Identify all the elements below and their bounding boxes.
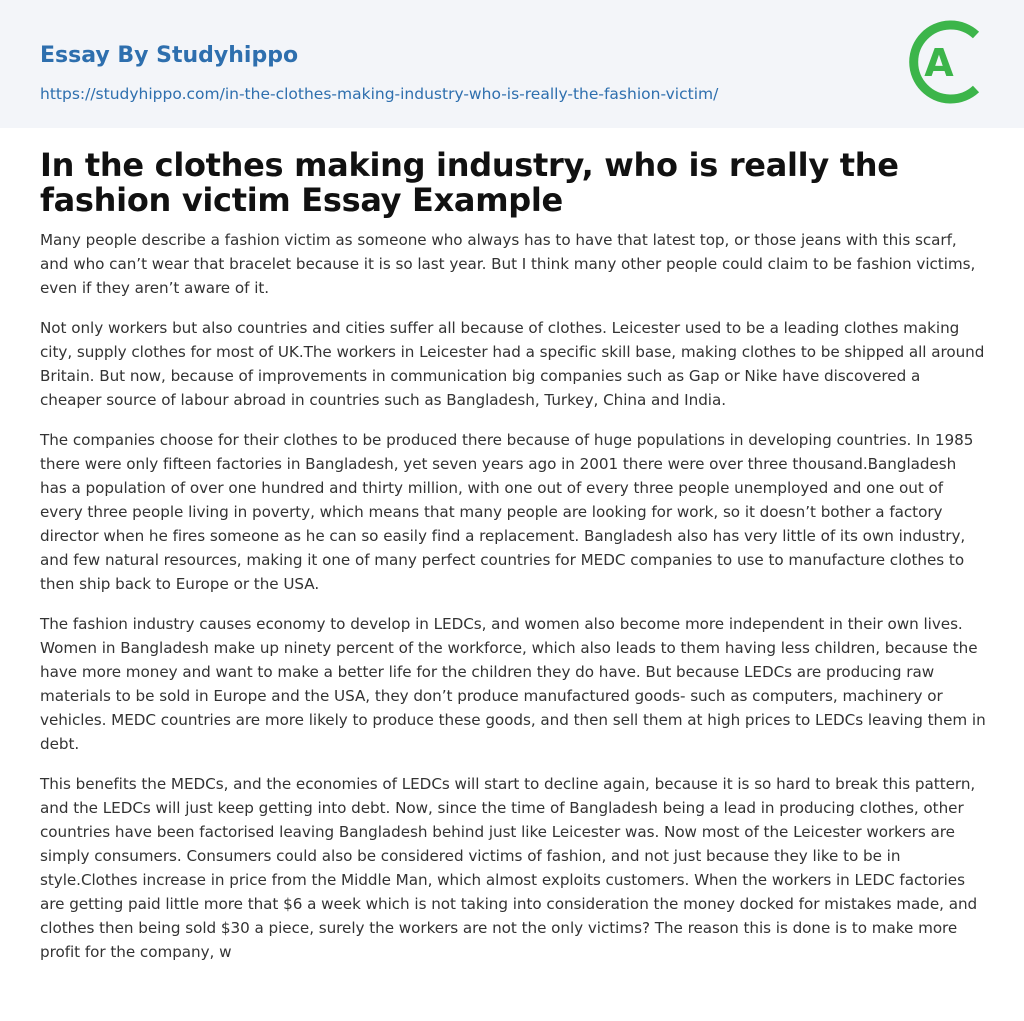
studyhippo-logo-icon[interactable] (908, 18, 990, 106)
article-paragraph: Not only workers but also countries and cities suffer all because of clothes. Leicester used to be a leading clothes making city, supply clothes for most of UK.The workers in Leicester had a specific skill base, making clothes to be shipped all around Britain. But now, because of improvements in communication big companies such as Gap or Nike have discovered a cheaper source of labour abroad in countries such as Bangladesh, Turkey, China and India. (40, 319, 985, 409)
brand-title[interactable]: Essay By Studyhippo (40, 43, 299, 68)
article (40, 148, 986, 980)
logo-letter: A (924, 41, 954, 85)
source-url-link[interactable]: https://studyhippo.com/in-the-clothes-making-industry-who-is-really-the-fashion-victim/ (40, 85, 719, 103)
site-header (0, 0, 1024, 128)
page-title: In the clothes making industry, who is really the fashion victim Essay Example (40, 146, 899, 219)
article-paragraph: This benefits the MEDCs, and the economies of LEDCs will start to decline again, because it is so hard to break this pattern, and the LEDCs will just keep getting into debt. Now, since the time of Bangladesh being a lead in producing clothes, other countries have been factorised leaving Bangladesh behind just like Leicester was. Now most of the Leicester workers are simply consumers. Consumers could also be considered victims of fashion, and not just because they like to be in style.Clothes increase in price from the Middle Man, which almost exploits customers. When the workers in LEDC factories are getting paid little more that $6 a week which is not taking into consideration the money docked for mistakes made, and clothes then being sold $30 a piece, surely the workers are not the only victims? The reason this is done is to make more profit for the company, w (40, 775, 978, 961)
article-paragraph: The companies choose for their clothes to be produced there because of huge populations in developing countries. In 1985 there were only fifteen factories in Bangladesh, yet seven years ago in 2001 there were over three thousand.Bangladesh has a population of over one hundred and thirty million, with one out of every three people unemployed and one out of every three people living in poverty, which means that many people are looking for work, so it doesn’t bother a factory director when he fires someone as he can so easily find a replacement. Bangladesh also has very little of its own industry, and few natural resources, making it one of many perfect countries for MEDC companies to use to manufacture clothes to then ship back to Europe or the USA. (40, 431, 974, 593)
article-paragraph: Many people describe a fashion victim as someone who always has to have that latest top, or those jeans with this scarf, and who can’t wear that bracelet because it is so last year. But I think many other people could claim to be fashion victims, even if they aren’t aware of it. (40, 231, 976, 297)
article-paragraph: The fashion industry causes economy to develop in LEDCs, and women also become more independent in their own lives. Women in Bangladesh make up ninety percent of the workforce, which also leads to them having less children, because the have more money and want to make a better life for the children they do have. But because LEDCs are producing raw materials to be sold in Europe and the USA, they don’t produce manufactured goods- such as computers, machinery or vehicles. MEDC countries are more likely to produce these goods, and then sell them at high prices to LEDCs leaving them in debt. (40, 615, 986, 753)
